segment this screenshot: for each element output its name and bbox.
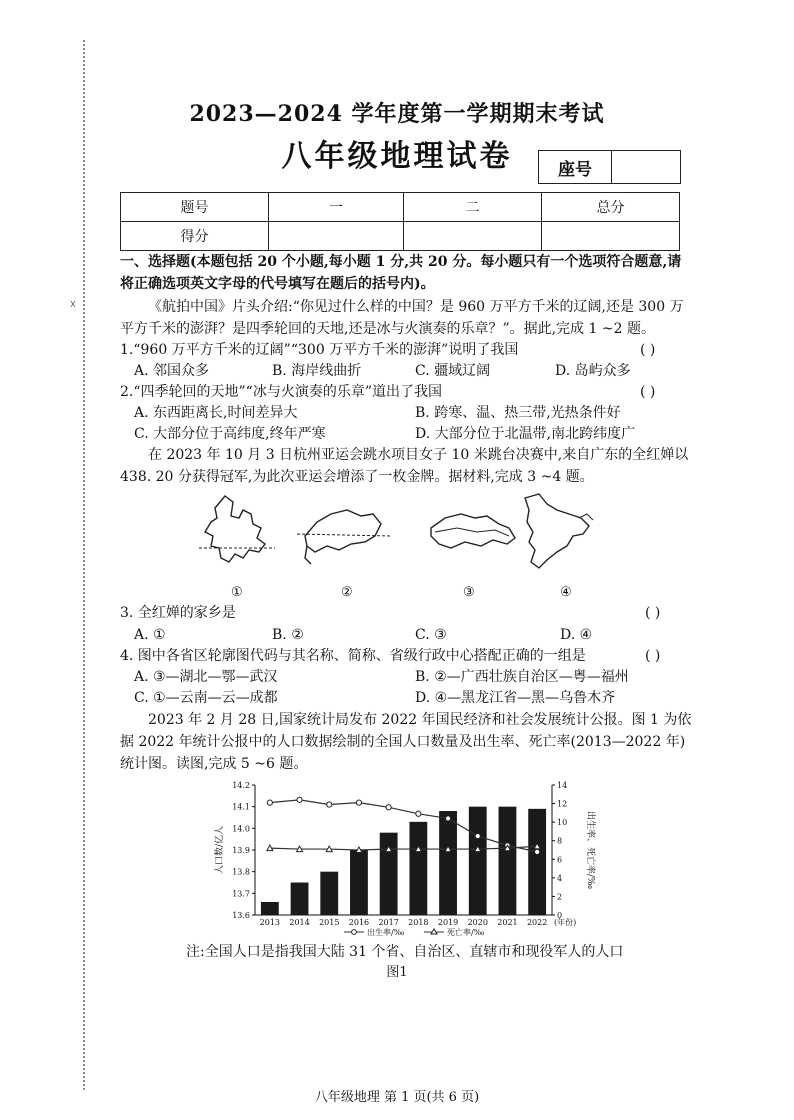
birth-rate-point [386, 805, 391, 810]
birth-rate-point [327, 802, 332, 807]
intro-3-4-line2: 438. 20 分获得冠军,为此次亚运会增添了一枚金牌。据材料,完成 3 ~4 题。 [120, 469, 594, 485]
right-tick-label: 12 [557, 799, 568, 809]
q4-option-b: B. ②—广西壮族自治区—粤—福州 [415, 669, 629, 685]
population-bar [320, 872, 338, 915]
x-tick-label: 2017 [378, 918, 399, 927]
right-tick-label: 6 [557, 855, 563, 865]
question-4: 4. 图中各省区轮廓图代码与其名称、简称、省级行政中心搭配正确的一组是 [120, 648, 586, 664]
map-label-1: ① [231, 585, 243, 600]
q4-option-d: D. ④—黑龙江省—黑—乌鲁木齐 [415, 690, 616, 706]
x-tick-label: 2021 [497, 918, 518, 927]
question-1: 1.“960 万平方千米的辽阔”“300 万平方千米的澎湃”说明了我国 [120, 342, 519, 358]
legend-birth-marker [352, 930, 357, 935]
chart-note: 注:全国人口是指我国大陆 31 个省、自治区、直辖市和现役军人的人口 [186, 944, 624, 960]
birth-rate-point [356, 800, 361, 805]
x-tick-label: 2016 [348, 918, 370, 927]
intro-1-2-line1: 《航拍中国》片头介绍:“你见过什么样的中国？是 960 万平方千米的辽阔,还是 300 万 [148, 299, 684, 315]
birth-rate-point [445, 816, 450, 821]
seat-label: 座号 [539, 151, 612, 184]
right-tick-label: 10 [557, 818, 568, 828]
q3-option-d: D. ④ [560, 627, 593, 643]
page-footer: 八年级地理 第 1 页(共 6 页) [314, 1090, 480, 1105]
x-axis-label: (年份) [554, 918, 577, 927]
birth-rate-point [416, 811, 421, 816]
right-tick-label: 4 [557, 873, 563, 883]
x-tick-label: 2019 [437, 918, 459, 927]
q1-option-c: C. 疆域辽阔 [415, 363, 491, 379]
score-cell[interactable] [542, 222, 680, 251]
answer-paren-4[interactable]: ( ) [645, 648, 661, 664]
score-header-cell: 一 [269, 193, 404, 222]
population-bar [528, 809, 546, 915]
question-3: 3. 全红婵的家乡是 [120, 605, 236, 621]
score-cell[interactable] [404, 222, 542, 251]
q1-option-b: B. 海岸线曲折 [272, 363, 362, 379]
chart-bars [261, 807, 546, 915]
left-tick-label: 14.2 [232, 781, 250, 790]
x-tick-label: 2018 [408, 918, 429, 927]
binding-margin-line [83, 40, 85, 1090]
birth-rate-point [475, 833, 480, 838]
score-header-cell: 总分 [542, 193, 680, 222]
right-tick-label: 14 [557, 781, 568, 790]
population-bar [439, 811, 457, 915]
right-axis-label: 出生率、死亡率/‰ [585, 810, 595, 890]
left-axis-label: 人口数/亿人 [215, 825, 225, 875]
right-tick-label: 0 [557, 911, 563, 920]
figure-caption: 图1 [386, 965, 408, 980]
q4-option-c: C. ①—云南—云—成都 [134, 690, 278, 706]
intro-5-6-line1: 2023 年 2 月 28 日,国家统计局发布 2022 年国民经济和社会发展统计公报。图 1 为依 [148, 712, 692, 728]
birth-rate-point [267, 800, 272, 805]
map-label-3: ③ [463, 585, 475, 600]
x-tick-label: 2013 [259, 918, 281, 927]
exam-title: 2023—2024 学年度第一学期期末考试 [189, 101, 605, 127]
q2-option-d: D. 大部分位于北温带,南北跨纬度广 [415, 426, 636, 442]
population-bar [499, 807, 517, 915]
province-outline-maps [195, 488, 625, 596]
q2-option-a: A. 东西距离长,时间差异大 [134, 405, 298, 421]
left-tick-label: 14.1 [232, 802, 250, 812]
score-header-cell: 题号 [121, 193, 269, 222]
q2-option-b: B. 跨寒、温、热三带,光热条件好 [415, 405, 621, 421]
legend-death-label: 死亡率/‰ [447, 928, 485, 937]
birth-rate-point [535, 849, 540, 854]
x-tick-label: 2015 [319, 918, 340, 927]
map-heilongjiang-outline [525, 494, 589, 568]
intro-3-4-line1: 在 2023 年 10 月 3 日杭州亚运会跳水项目女子 10 米跳台决赛中,来自广东的全红婵以 [148, 447, 689, 463]
answer-paren-3[interactable]: ( ) [645, 605, 661, 621]
section-heading: 一、选择题(本题包括 20 个小题,每小题 1 分,共 20 分。每小题只有一个选项符合题意,请 [120, 254, 682, 270]
score-row-label: 得分 [121, 222, 269, 251]
map-guangdong-outline [305, 510, 381, 552]
population-bar [409, 822, 427, 915]
intro-5-6-line2: 据 2022 年统计公报中的人口数据绘制的全国人口数量及出生率、死亡率(2013—2022 年) [120, 734, 686, 750]
question-2: 2.“四季轮回的天地”“冰与火演奏的乐章”道出了我国 [120, 384, 442, 400]
population-bar [261, 902, 279, 915]
score-cell[interactable] [269, 222, 404, 251]
answer-paren-2[interactable]: ( ) [640, 384, 656, 400]
right-tick-label: 2 [557, 892, 563, 902]
birth-rate-line [270, 800, 537, 852]
map-yunnan-outline [205, 496, 265, 562]
population-bar [380, 833, 398, 915]
population-bar [469, 807, 487, 915]
score-table [120, 192, 680, 251]
q3-option-a: A. ① [134, 627, 166, 643]
death-rate-line [270, 846, 537, 850]
x-tick-label: 2014 [289, 918, 310, 927]
paper-title: 八年级地理试卷 [281, 139, 513, 174]
population-bar [291, 883, 309, 916]
q3-option-b: B. ② [272, 627, 304, 643]
x-tick-label: 2020 [467, 918, 488, 927]
q4-option-a: A. ③—湖北—鄂—武汉 [134, 669, 278, 685]
map-label-4: ④ [560, 585, 572, 600]
right-tick-label: 8 [557, 836, 563, 846]
margin-mark: ☓ [70, 298, 76, 311]
intro-5-6-line3: 统计图。读图,完成 5 ~6 题。 [120, 756, 308, 772]
q1-option-a: A. 邻国众多 [134, 363, 210, 379]
seat-number-box [538, 150, 681, 184]
q3-option-c: C. ③ [415, 627, 447, 643]
left-tick-label: 13.7 [232, 889, 250, 899]
section-heading-cont: 将正确选项英文字母的代号填写在题后的括号内)。 [120, 276, 435, 292]
left-tick-label: 13.6 [232, 911, 250, 920]
left-tick-label: 14.0 [232, 824, 250, 834]
seat-field[interactable] [612, 151, 681, 184]
population-bar [350, 850, 368, 915]
score-header-cell: 二 [404, 193, 542, 222]
q1-option-d: D. 岛屿众多 [555, 363, 631, 379]
x-tick-label: 2022 [526, 918, 548, 927]
left-tick-label: 13.8 [232, 867, 250, 877]
map-label-2: ② [341, 585, 353, 600]
birth-rate-point [297, 797, 302, 802]
q2-option-c: C. 大部分位于高纬度,终年严寒 [134, 426, 326, 442]
legend-birth-label: 出生率/‰ [367, 928, 405, 937]
intro-1-2-line2: 平方千米的澎湃？是四季轮回的天地,还是冰与火演奏的乐章？”。据此,完成 1 ~2 题。 [120, 321, 655, 337]
answer-paren-1[interactable]: ( ) [640, 342, 656, 358]
population-chart [200, 775, 620, 940]
left-tick-label: 13.9 [232, 846, 250, 855]
